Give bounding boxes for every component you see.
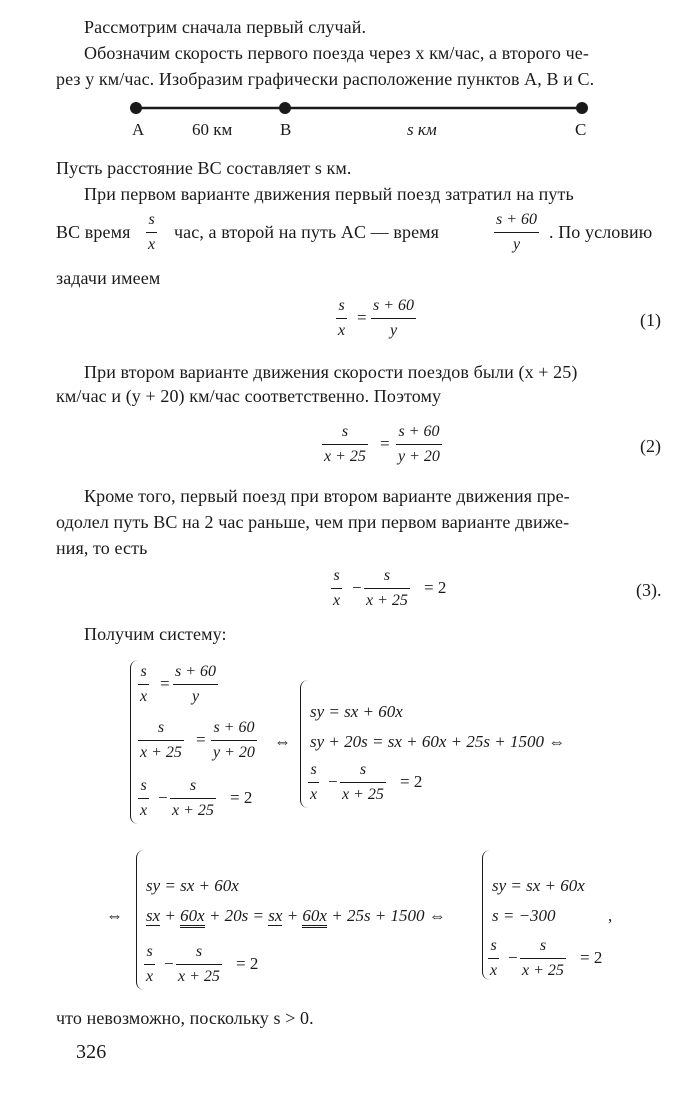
equation-2-number: (2) [640,436,661,456]
text-line-11: одолел путь BC на 2 час раньше, чем при первом варианте движе- [56,512,570,532]
text-line-6c: . По условию [549,222,653,242]
equivalence-arrow-2: ⇔ [106,906,123,925]
text-line-1: Рассмотрим сначала первый случай. [84,17,367,37]
text-line-14: что невозможно, поскольку s > 0. [56,1008,314,1028]
label-ab-distance: 60 км [192,120,233,139]
text-line-10: Кроме того, первый поезд при втором варианте движения пре- [84,486,570,506]
text-line-5: При первом варианте движения первый поезд затратил на путь [84,184,574,204]
fraction-s60-over-y: $\frac{s + 60}{y}$ [496,211,538,253]
text-line-4: Пусть расстояние BC составляет s км. [56,158,352,178]
fraction-s-over-x: $\frac{s}{x}$ [148,211,156,253]
text-line-7: задачи имеем [56,268,161,288]
text-line-12: ния, то есть [56,538,148,558]
equation-1-number: (1) [640,310,661,330]
equation-3-number: (3). [636,580,662,600]
text-line-13: Получим систему: [84,624,227,644]
label-c: C [575,120,587,139]
page-number: 326 [76,1041,107,1063]
equivalence-arrow-1: ⇔ [274,732,291,751]
label-a: A [132,120,145,139]
label-b: B [280,120,292,139]
point-b-dot [279,102,291,114]
label-bc-distance: s км [407,120,437,139]
system-3-row-2: sx + 60x + 20s = sx + 60x + 25s + 1500 ⇔ [146,906,446,926]
text-line-6a: BC время [56,222,131,242]
text-line-9: км/час и (y + 20) км/час соответственно. Поэтому [56,386,442,406]
point-a-dot [130,102,142,114]
point-c-dot [576,102,588,114]
text-line-3: рез y км/час. Изобразим графически расположение пунктов A, B и C. [56,69,595,89]
points-diagram [120,96,600,148]
text-line-8: При втором варианте движения скорости поездов были (x + 25) [84,362,578,382]
text-line-6b: час, а второй на путь AC — время [174,222,440,242]
text-line-2: Обозначим скорость первого поезда через x км/час, а второго че- [84,43,589,63]
